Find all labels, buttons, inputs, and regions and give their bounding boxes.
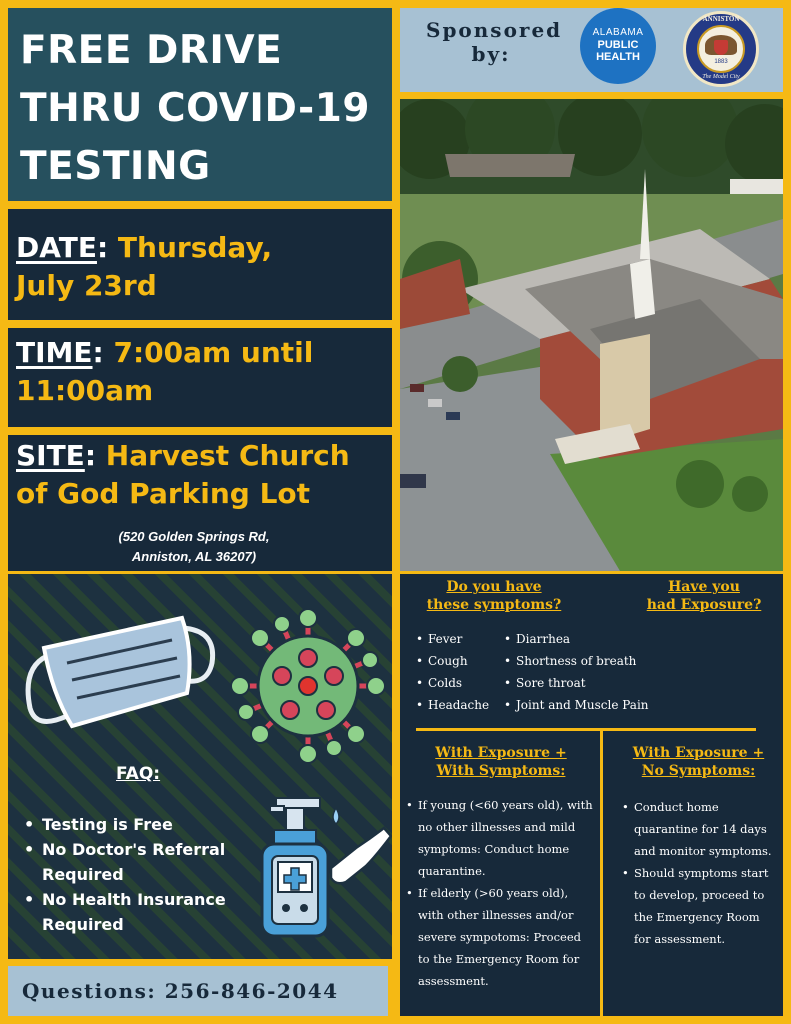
time-panel — [8, 328, 392, 427]
alabama-public-health-logo — [580, 8, 656, 84]
title-line: FREE DRIVE — [20, 28, 283, 73]
heading-line: With Symptoms: — [436, 763, 566, 779]
symptom-item: • Diarrhea — [504, 628, 649, 650]
exposure-no-symptoms-list — [622, 796, 777, 950]
symptoms-question — [410, 578, 578, 614]
seal-text: ANNISTON — [702, 15, 740, 23]
date-label: DATE — [16, 231, 97, 264]
time-value: 11:00am — [16, 374, 154, 407]
faq-item: • No Doctor's Referral Required — [22, 837, 247, 887]
face-mask-icon — [22, 598, 222, 738]
logo-text: ALABAMA — [592, 27, 644, 38]
time-value: 7:00am until — [113, 336, 314, 369]
sponsor-label — [426, 18, 563, 66]
guidance-item: • Should symptoms start to develop, proceed to the Emergency Room for assessment. — [622, 862, 777, 950]
symptom-item: • Colds — [416, 672, 489, 694]
questions-phone: Questions: 256-846-2044 — [22, 979, 339, 1003]
heading-line: had Exposure? — [646, 597, 762, 613]
church-photo-illustration — [400, 99, 783, 571]
site-address — [16, 513, 392, 567]
site-panel — [8, 435, 392, 571]
seal-center — [697, 25, 745, 73]
seal-motto: The Model City — [702, 74, 740, 80]
exposure-question — [634, 578, 774, 614]
heading-line: Do you have — [446, 579, 542, 595]
title-line: THRU COVID-19 — [20, 86, 370, 131]
date-line: DATE: Thursday, — [16, 231, 273, 264]
questions-panel — [8, 966, 388, 1016]
guidance-item: • If young (<60 years old), with no other illnesses and mild symptoms: Conduct home quarantine. — [406, 794, 596, 882]
time-label: TIME — [16, 336, 93, 369]
exposure-no-symptoms-heading — [616, 744, 781, 780]
heading-line: With Exposure + — [435, 745, 567, 761]
divider — [600, 731, 603, 1016]
symptom-list — [504, 628, 649, 716]
date-panel — [8, 209, 392, 320]
site-value: of God Parking Lot — [16, 477, 311, 510]
exposure-with-symptoms-list — [406, 794, 596, 992]
heading-line: these symptoms? — [426, 597, 562, 613]
address-line: Anniston, AL 36207) — [131, 549, 257, 564]
guidance-item: • If elderly (>60 years old), with other illnesses and/or severe sympotoms: Proceed to the Emergency Room for assessment. — [406, 882, 596, 992]
virus-icon — [228, 606, 388, 766]
site-value: Harvest Church — [105, 439, 350, 472]
address-line: (520 Golden Springs Rd, — [118, 529, 270, 544]
symptom-item: • Headache — [416, 694, 489, 716]
heading-line: Have you — [668, 579, 740, 595]
anniston-city-seal — [683, 11, 759, 87]
faq-item: • Testing is Free — [22, 812, 247, 837]
site-label: SITE — [16, 439, 85, 472]
site-line: SITE: Harvest Church — [16, 439, 350, 472]
heading-line: No Symptoms: — [641, 763, 756, 779]
faq-list — [22, 812, 247, 937]
title-panel — [8, 8, 392, 201]
time-line: TIME: 7:00am until — [16, 336, 314, 369]
logo-text: HEALTH — [596, 51, 640, 63]
symptoms-panel — [400, 574, 783, 1016]
symptom-item: • Sore throat — [504, 672, 649, 694]
shield-icon — [714, 40, 728, 55]
hand-sanitizer-icon — [246, 788, 392, 938]
divider — [416, 728, 756, 731]
faq-item: • No Health Insurance Required — [22, 887, 247, 937]
symptom-item: • Shortness of breath — [504, 650, 649, 672]
church-aerial-photo — [400, 99, 783, 571]
symptom-item: • Joint and Muscle Pain — [504, 694, 649, 716]
faq-panel — [8, 574, 392, 959]
symptom-item: • Fever — [416, 628, 489, 650]
guidance-item: • Conduct home quarantine for 14 days and monitor symptoms. — [622, 796, 777, 862]
date-value: July 23rd — [16, 269, 157, 302]
symptom-item: • Cough — [416, 650, 489, 672]
date-value: Thursday, — [117, 231, 273, 264]
faq-title: FAQ: — [116, 764, 161, 784]
flyer-title — [20, 22, 386, 196]
logo-text: PUBLIC — [597, 39, 639, 51]
title-line: TESTING — [20, 144, 211, 189]
sponsor-label-line: Sponsored — [426, 18, 563, 42]
symptom-list — [416, 628, 489, 716]
seal-year: 1883 — [714, 59, 728, 65]
sponsor-label-line: by: — [471, 42, 511, 66]
heading-line: With Exposure + — [632, 745, 765, 761]
exposure-with-symptoms-heading — [406, 744, 596, 780]
